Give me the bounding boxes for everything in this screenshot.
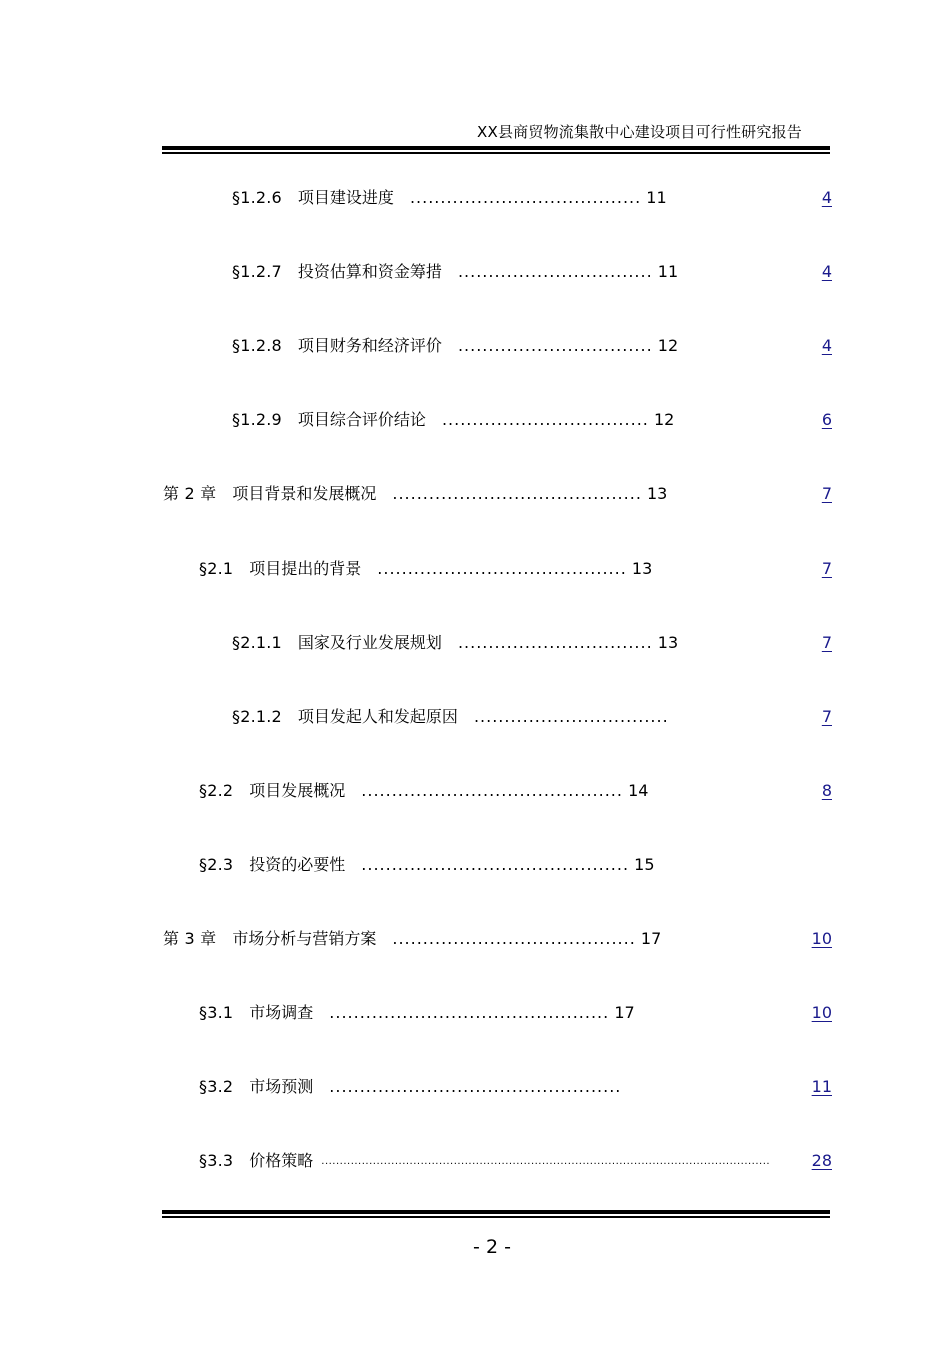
toc-section-number: §2.1.2 [232,707,282,726]
toc-title: 投资的必要性 [249,855,346,874]
toc-ref-page: 17 [640,929,662,948]
toc-ref-page: 12 [653,410,675,429]
toc-chapter-number: 第 3 章 [163,929,217,948]
toc-section-number: §2.1 [199,559,234,578]
toc-ref-page: 11 [646,188,667,207]
toc-ref-page: 12 [657,336,679,355]
toc-title: 投资估算和资金筹措 [297,262,442,281]
toc-title: 项目综合评价结论 [297,410,426,429]
toc-page-link[interactable]: 7 [821,484,832,503]
header-rule-thin [162,152,830,154]
toc-entry[interactable] [0,705,950,729]
toc-leader-dots: ................................ [457,633,653,652]
toc-section-number: §3.2 [199,1077,234,1096]
toc-entry[interactable] [0,334,950,358]
toc-title: 市场预测 [249,1077,314,1096]
toc-title: 市场分析与营销方案 [232,929,377,948]
toc-leader-dots: ......................................... [377,559,627,578]
toc-entry[interactable] [0,260,950,284]
toc-page-link[interactable]: 10 [811,929,832,948]
toc-ref-page: 13 [631,559,653,578]
toc-leader-dots: .............................................. [329,1003,610,1022]
toc-page-link[interactable]: 4 [821,262,832,281]
header-rule-thick [162,146,830,150]
toc-section-number: §3.1 [199,1003,234,1022]
toc-leader-dots: ................................................ [329,1077,622,1096]
toc-ref-page: 15 [634,855,655,874]
toc-title: 项目财务和经济评价 [297,336,442,355]
toc-title: 项目背景和发展概况 [232,484,377,503]
toc-title: 市场调查 [249,1003,314,1022]
toc-leader-dots: ................................ [457,262,653,281]
toc-leader-dots: ........................................... [361,781,623,800]
toc-ref-page: 17 [614,1003,635,1022]
toc-entry[interactable] [0,779,950,803]
toc-page-link[interactable]: 4 [821,188,832,207]
toc-title: 价格策略 [249,1151,314,1170]
footer-rule-thick [162,1210,830,1214]
toc-title: 国家及行业发展规划 [297,633,442,652]
toc-chapter-number: 第 2 章 [163,484,217,503]
toc-title: 项目发展概况 [249,781,346,800]
toc-entry[interactable] [0,408,950,432]
toc-entry[interactable] [0,853,950,877]
toc-section-number: §2.3 [199,855,234,874]
toc-section-number: §1.2.7 [232,262,282,281]
toc-leader-dots: ................................ [457,336,653,355]
toc-page-link[interactable]: 28 [811,1151,832,1170]
toc-entry[interactable] [0,1001,950,1025]
toc-entry[interactable] [0,186,950,210]
page-header-title: XX县商贸物流集散中心建设项目可行性研究报告 [477,123,802,141]
toc-entry[interactable] [0,927,950,951]
toc-ref-page: 13 [647,484,668,503]
toc-page-link[interactable]: 7 [821,559,832,578]
toc-leader-dots: ...................................... [409,188,642,207]
toc-entry[interactable] [0,482,950,506]
toc-section-number: §1.2.8 [232,336,282,355]
footer-rule-thin [162,1216,830,1218]
toc-section-number: §2.1.1 [232,633,282,652]
toc-entry[interactable] [0,631,950,655]
toc-page-link[interactable]: 4 [821,336,832,355]
toc-ref-page: 13 [657,633,679,652]
toc-leader-dots: ................................ [473,707,669,726]
toc-page-link[interactable]: 11 [811,1077,832,1096]
toc-title: 项目建设进度 [297,188,394,207]
toc-page-link[interactable]: 10 [811,1003,832,1022]
toc-title: 项目发起人和发起原因 [297,707,458,726]
toc-section-number: §2.2 [199,781,234,800]
toc-page-link[interactable]: 6 [821,410,832,429]
toc-page-link[interactable]: 7 [821,633,832,652]
toc-entry[interactable] [0,1075,950,1099]
toc-section-number: §1.2.9 [232,410,282,429]
toc-ref-page: 11 [657,262,679,281]
toc-ref-page: 14 [628,781,649,800]
toc-entry[interactable] [0,1149,950,1173]
toc-leader-dots: .................................. [441,410,649,429]
toc-page-link[interactable]: 8 [821,781,832,800]
toc-section-number: §1.2.6 [232,188,282,207]
toc-leader-dots: ........................................ [392,929,636,948]
toc-section-number: §3.3 [199,1151,234,1170]
toc-entry[interactable] [0,557,950,581]
toc-page-link[interactable]: 7 [821,707,832,726]
toc-leader-dots: ............................................ [361,855,630,874]
page-number: - 2 - [473,1236,511,1258]
toc-title: 项目提出的背景 [249,559,362,578]
toc-leader-dots: .......................................................................................................................... [321,1156,771,1167]
toc-leader-dots: ......................................... [392,484,642,503]
